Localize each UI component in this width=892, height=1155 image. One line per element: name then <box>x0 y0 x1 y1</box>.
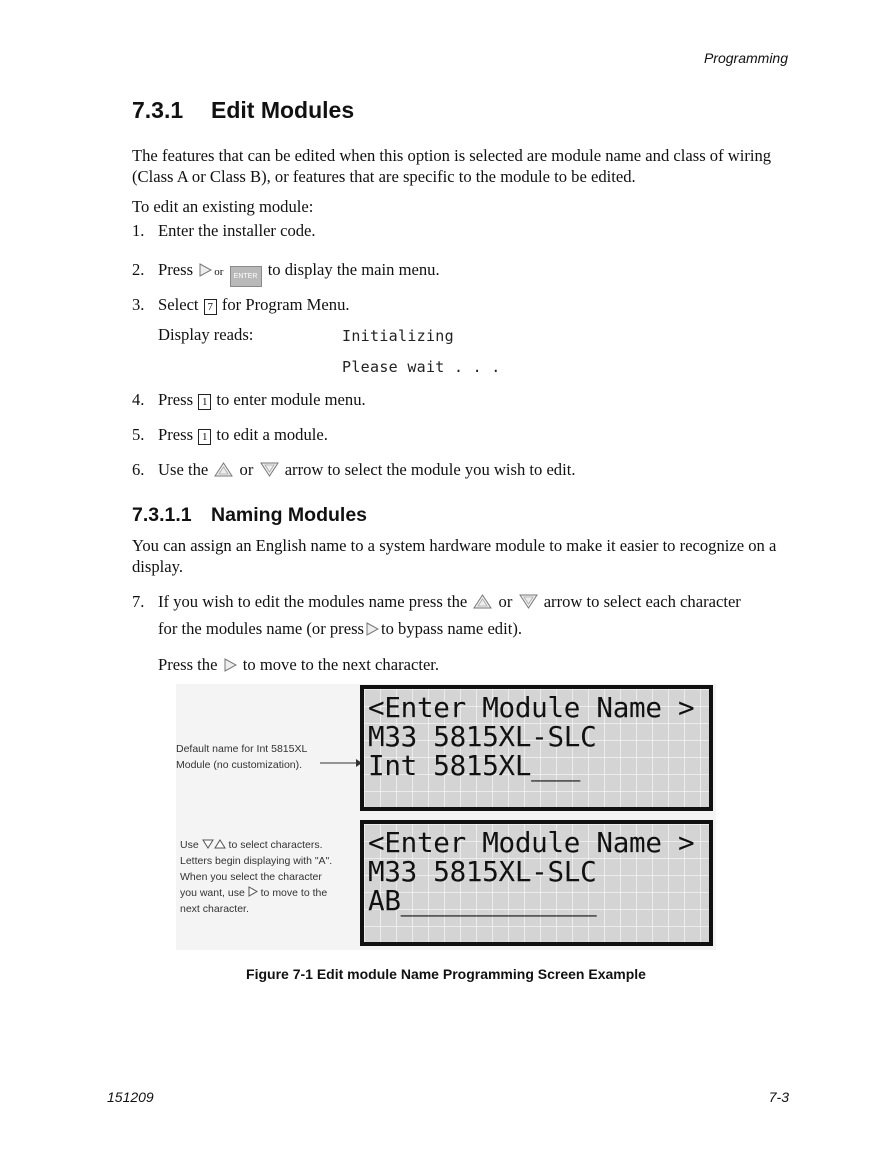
up-arrow-icon <box>214 839 226 849</box>
key-1: 1 <box>198 429 211 445</box>
step-5: 5. Press 1 to edit a module. <box>132 425 328 444</box>
subsection-number: 7.3.1.1 <box>132 504 192 526</box>
lcd-line: AB____________ <box>368 884 597 917</box>
lcd-line: <Enter Module Name > <box>368 691 695 724</box>
key-1: 1 <box>198 394 211 410</box>
up-arrow-icon <box>214 462 233 477</box>
callout-default-name: Default name for Int 5815XL Module (no customization). <box>176 743 308 771</box>
figure-caption: Figure 7-1 Edit module Name Programming Screen Example <box>246 966 646 982</box>
footer-page-number: 7-3 <box>768 1089 789 1105</box>
subsection-title: Naming Modules <box>211 504 368 526</box>
lcd-screen-default <box>360 685 713 811</box>
down-arrow-icon <box>519 594 538 609</box>
step-2: 2. Press or ENTER to display the main menu. <box>132 259 440 287</box>
down-arrow-icon <box>202 839 214 849</box>
lcd-line: M33 5815XL-SLC <box>368 855 597 888</box>
right-arrow-icon <box>224 658 237 672</box>
footer-document-id: 151209 <box>107 1089 154 1105</box>
step-4: 4. Press 1 to enter module menu. <box>132 390 366 409</box>
lcd-line: Int 5815XL___ <box>368 749 581 782</box>
lcd-line: M33 5815XL-SLC <box>368 720 597 753</box>
callout-arrow <box>320 758 362 768</box>
naming-paragraph: You can assign an English name to a system hardware module to make it easier to recognize on a display. <box>132 536 777 576</box>
intro-paragraph: The features that can be edited when this option is selected are module name and class of wiring (Class A or Class B), or features that are specific to the module to be edited. <box>132 146 772 186</box>
step-1: 1. Enter the installer code. <box>132 221 316 240</box>
callout-select-characters: Use to select characters. Letters begin displaying with "A". When you select the character you want, use to move to the next character. <box>180 839 333 915</box>
section-heading <box>132 97 354 124</box>
step-7-continued: for the modules name (or press to bypass name edit). <box>158 619 522 638</box>
section-number: 7.3.1 <box>132 97 184 123</box>
down-arrow-icon <box>260 462 279 477</box>
lcd-line: <Enter Module Name > <box>368 826 695 859</box>
step-3: 3. Select 7 for Program Menu. <box>132 295 350 314</box>
right-arrow-icon <box>366 622 379 636</box>
display-line-2: Please wait . . . <box>342 358 501 376</box>
figure-7-1 <box>176 684 716 950</box>
up-arrow-icon <box>473 594 492 609</box>
step-7: 7. If you wish to edit the modules name press the or arrow to select each character <box>132 592 741 611</box>
display-label: Display reads: <box>158 325 254 344</box>
section-title: Edit Modules <box>211 97 355 123</box>
running-header: Programming <box>703 50 788 66</box>
right-arrow-icon <box>248 886 258 897</box>
right-arrow-icon <box>199 263 212 277</box>
lcd-screen-edited <box>360 820 713 946</box>
display-line-1: Initializing <box>342 327 454 345</box>
step-6: 6. Use the or arrow to select the module you wish to edit. <box>132 460 576 479</box>
next-character-instruction: Press the to move to the next character. <box>158 655 440 674</box>
intro-lead: To edit an existing module: <box>132 197 314 216</box>
key-7: 7 <box>204 299 217 315</box>
subsection-heading <box>132 504 367 527</box>
enter-key-icon: ENTER <box>230 266 262 287</box>
